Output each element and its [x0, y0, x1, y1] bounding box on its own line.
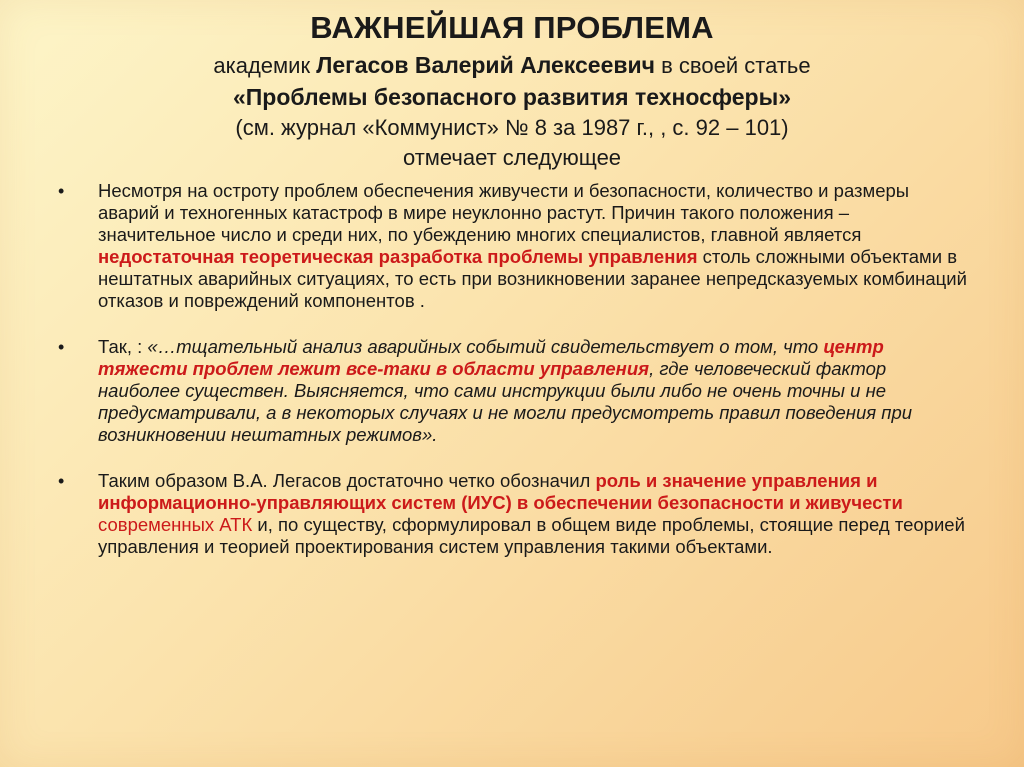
bullet-3-text-b: и, по существу, сформулировал в общем виде проблемы, стоящие перед теорией управления и теорией проектирования систем управления такими объектами. [98, 514, 965, 557]
bullet-dot: • [58, 471, 65, 491]
bullet-3-highlight-plain: современных АТК [98, 514, 253, 535]
bullet-3-highlight: роль и значение управления и информационно-управляющих систем (ИУС) в обеспечении безопасности и живучести [98, 470, 903, 513]
author-prefix: академик [213, 53, 317, 78]
article-title: «Проблемы безопасного развития техносферы» [232, 84, 792, 110]
citation: (см. журнал «Коммунист» № 8 за 1987 г., , с. 92 – 101) [235, 115, 789, 140]
bullet-2-quote-a: «…тщательный анализ аварийных событий свидетельствует о том, что [147, 336, 824, 357]
bullet-2-highlight: центр тяжести проблем лежит все-таки в области управления [98, 336, 884, 379]
bullet-item-2 [58, 336, 968, 446]
bullet-1-text-a: Несмотря на остроту проблем обеспечения живучести и безопасности, количество и размеры аварий и техногенных катастроф в мире неуклонно растут. Причин такого положения – значительное число и среди них, по убеждению многих специалистов, главной является [98, 180, 910, 245]
bullet-2-quote-b: , где человеческий фактор наиболее существен. Выясняется, что сами инструкции были либо не очень точны и не предусматривали, а в некоторых случаях и не могли предусмотреть правил поведения при возникновении нештатных режимов». [98, 358, 913, 445]
author-name: Легасов Валерий Алексеевич [316, 52, 656, 78]
bullet-list [58, 180, 968, 558]
bullet-dot: • [58, 337, 65, 357]
slide-title: ВАЖНЕЙШАЯ ПРОБЛЕМА [310, 10, 714, 45]
bullet-dot: • [58, 181, 65, 201]
bullet-item-1 [58, 180, 968, 312]
bullet-2-prefix: Так, : [98, 336, 148, 357]
bullet-item-3 [58, 470, 968, 558]
bullet-1-highlight: недостаточная теоретическая разработка проблемы управления [98, 246, 698, 267]
slide-header [0, 8, 1024, 173]
bullet-1-text-b: столь сложными объектами в нештатных аварийных ситуациях, то есть при возникновении заранее непредсказуемых комбинаций отказов и повреждений компонентов . [98, 246, 967, 311]
author-line [0, 50, 1024, 81]
author-suffix: в своей статье [655, 53, 811, 78]
intro-text: отмечает следующее [402, 145, 622, 170]
bullet-3-text-a: Таким образом В.А. Легасов достаточно четко обозначил [98, 470, 596, 491]
